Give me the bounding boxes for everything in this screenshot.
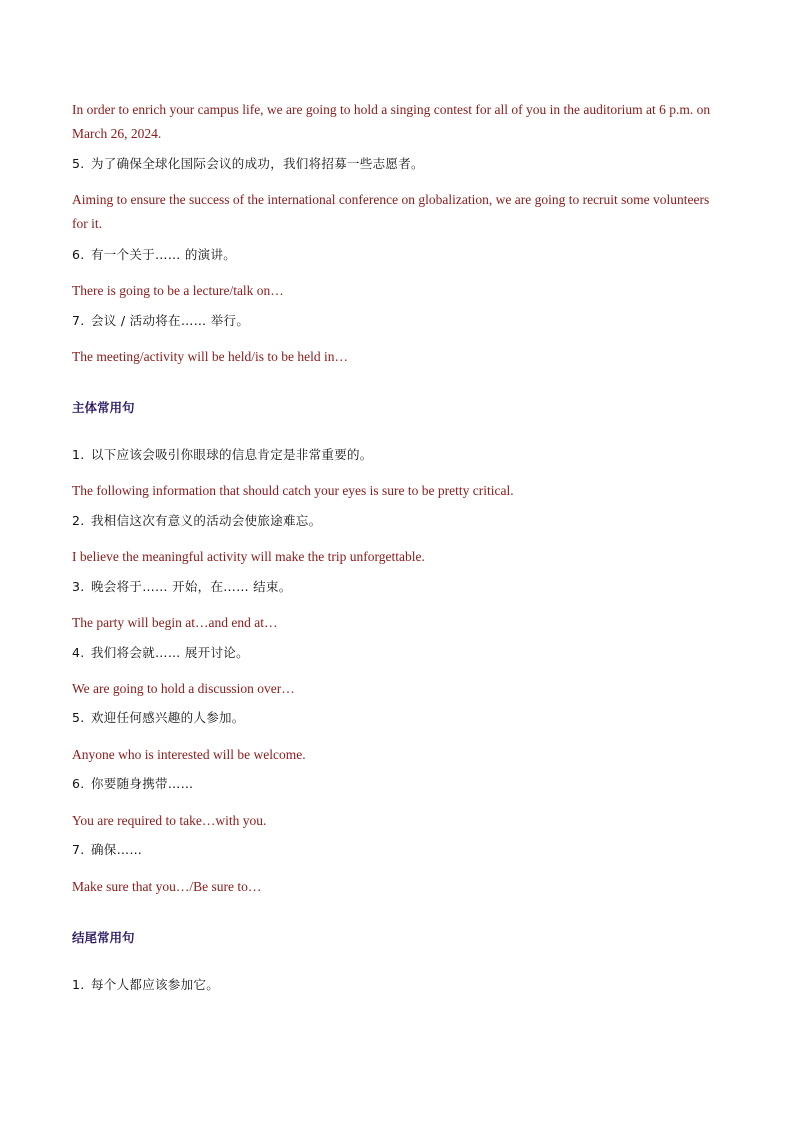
english-translation: Anyone who is interested will be welcome.	[72, 747, 306, 762]
item-number: 5.	[72, 710, 85, 725]
english-translation: Aiming to ensure the success of the international conference on globalization, we are going to recruit some volunteers for it.	[72, 192, 710, 231]
item-number: 6.	[72, 776, 85, 791]
english-translation: There is going to be a lecture/talk on…	[72, 283, 284, 298]
chinese-text: 以下应该会吸引你眼球的信息肯定是非常重要的。	[91, 447, 373, 462]
chinese-text: 我们将会就…… 展开讨论。	[91, 645, 249, 660]
english-translation: You are required to take…with you.	[72, 813, 267, 828]
chinese-sentence	[72, 774, 732, 794]
chinese-text: 我相信这次有意义的活动会使旅途难忘。	[91, 513, 322, 528]
item-number: 1.	[72, 977, 85, 992]
english-translation: I believe the meaningful activity will make the trip unforgettable.	[72, 549, 425, 564]
chinese-sentence	[72, 445, 732, 465]
chinese-sentence	[72, 154, 732, 174]
chinese-sentence	[72, 577, 732, 597]
chinese-sentence	[72, 975, 732, 995]
chinese-text: 每个人都应该参加它。	[91, 977, 220, 992]
item-number: 2.	[72, 513, 85, 528]
item-number: 4.	[72, 645, 85, 660]
chinese-text: 确保……	[91, 842, 143, 857]
english-translation: In order to enrich your campus life, we are going to hold a singing contest for all of you in the auditorium at 6 p.m. on March 26, 2024.	[72, 102, 711, 141]
chinese-sentence	[72, 643, 732, 663]
english-translation: The party will begin at…and end at…	[72, 615, 278, 630]
english-translation: Make sure that you…/Be sure to…	[72, 879, 262, 894]
chinese-sentence	[72, 708, 732, 728]
chinese-text: 你要随身携带……	[91, 776, 194, 791]
chinese-text: 晚会将于…… 开始，在…… 结束。	[91, 579, 292, 594]
item-number: 7.	[72, 842, 85, 857]
english-translation: We are going to hold a discussion over…	[72, 681, 295, 696]
section-heading-closing: 结尾常用句	[72, 930, 135, 945]
chinese-sentence	[72, 511, 732, 531]
chinese-text: 为了确保全球化国际会议的成功，我们将招募一些志愿者。	[91, 156, 424, 171]
item-number: 5.	[72, 156, 85, 171]
item-number: 6.	[72, 247, 85, 262]
chinese-sentence	[72, 840, 732, 860]
chinese-text: 会议 / 活动将在…… 举行。	[91, 313, 250, 328]
english-translation: The meeting/activity will be held/is to be held in…	[72, 349, 348, 364]
section-heading-body: 主体常用句	[72, 400, 135, 415]
item-number: 7.	[72, 313, 85, 328]
chinese-text: 有一个关于…… 的演讲。	[91, 247, 237, 262]
item-number: 1.	[72, 447, 85, 462]
chinese-sentence	[72, 245, 732, 265]
chinese-sentence	[72, 311, 732, 331]
chinese-text: 欢迎任何感兴趣的人参加。	[91, 710, 245, 725]
item-number: 3.	[72, 579, 85, 594]
english-translation: The following information that should catch your eyes is sure to be pretty critical.	[72, 483, 514, 498]
